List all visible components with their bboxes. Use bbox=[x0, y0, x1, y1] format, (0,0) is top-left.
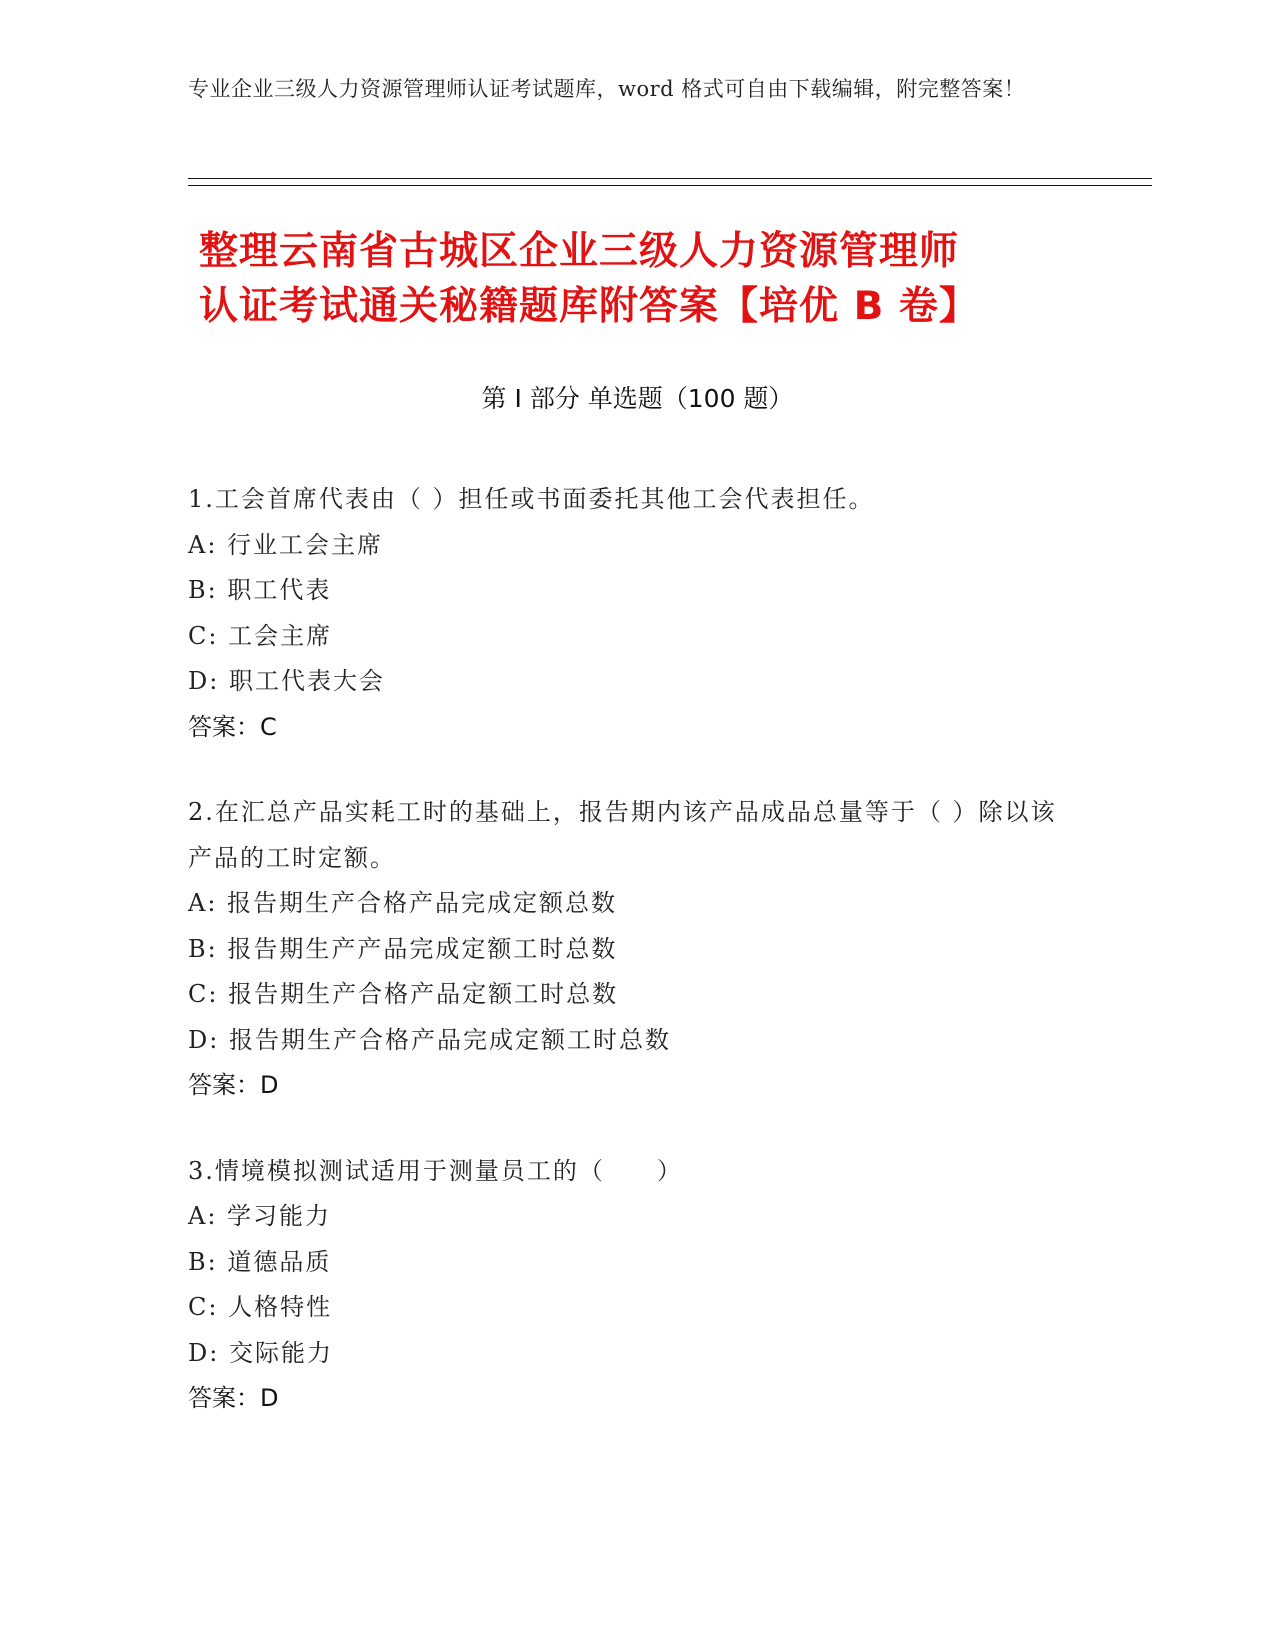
answer-line: 答案：D bbox=[188, 1384, 279, 1412]
option-c: C: 工会主席 bbox=[188, 621, 333, 650]
question-3 bbox=[188, 1149, 1068, 1422]
section-heading: 第 I 部分 单选题（100 题） bbox=[481, 384, 794, 413]
header-divider-top bbox=[188, 178, 1152, 179]
option-b: B: 报告期生产产品完成定额工时总数 bbox=[188, 934, 618, 963]
option-c: C: 人格特性 bbox=[188, 1293, 333, 1321]
option-d: D: 交际能力 bbox=[188, 1338, 333, 1367]
question-stem: 2.在汇总产品实耗工时的基础上，报告期内该产品成品总量等于（ ）除以该产品的工时定额。 bbox=[188, 798, 1057, 872]
option-a: A: 报告期生产合格产品完成定额总数 bbox=[188, 889, 618, 917]
question-list bbox=[188, 477, 1068, 1462]
option-a: A: 学习能力 bbox=[188, 1202, 332, 1230]
option-d: D: 报告期生产合格产品完成定额工时总数 bbox=[188, 1025, 671, 1054]
option-b: B: 职工代表 bbox=[188, 576, 332, 604]
option-c: C: 报告期生产合格产品定额工时总数 bbox=[188, 980, 619, 1008]
header-note: 专业企业三级人力资源管理师认证考试题库，word 格式可自由下载编辑，附完整答案！ bbox=[188, 77, 1026, 101]
option-d: D: 职工代表大会 bbox=[188, 667, 385, 695]
title-line-2: 认证考试通关秘籍题库附答案【培优 B 卷】 bbox=[199, 284, 979, 329]
question-1 bbox=[188, 477, 1068, 750]
document-title bbox=[199, 224, 1099, 334]
option-b: B: 道德品质 bbox=[188, 1247, 332, 1276]
title-line-1: 整理云南省古城区企业三级人力资源管理师 bbox=[199, 229, 960, 274]
answer-line: 答案：D bbox=[188, 1071, 279, 1099]
question-stem: 3.情境模拟测试适用于测量员工的（ ） bbox=[188, 1156, 683, 1185]
question-2 bbox=[188, 790, 1068, 1109]
header-divider-bottom bbox=[188, 185, 1152, 186]
answer-line: 答案：C bbox=[188, 712, 277, 741]
question-stem: 1.工会首席代表由（ ）担任或书面委托其他工会代表担任。 bbox=[188, 485, 875, 513]
option-a: A: 行业工会主席 bbox=[188, 530, 384, 559]
